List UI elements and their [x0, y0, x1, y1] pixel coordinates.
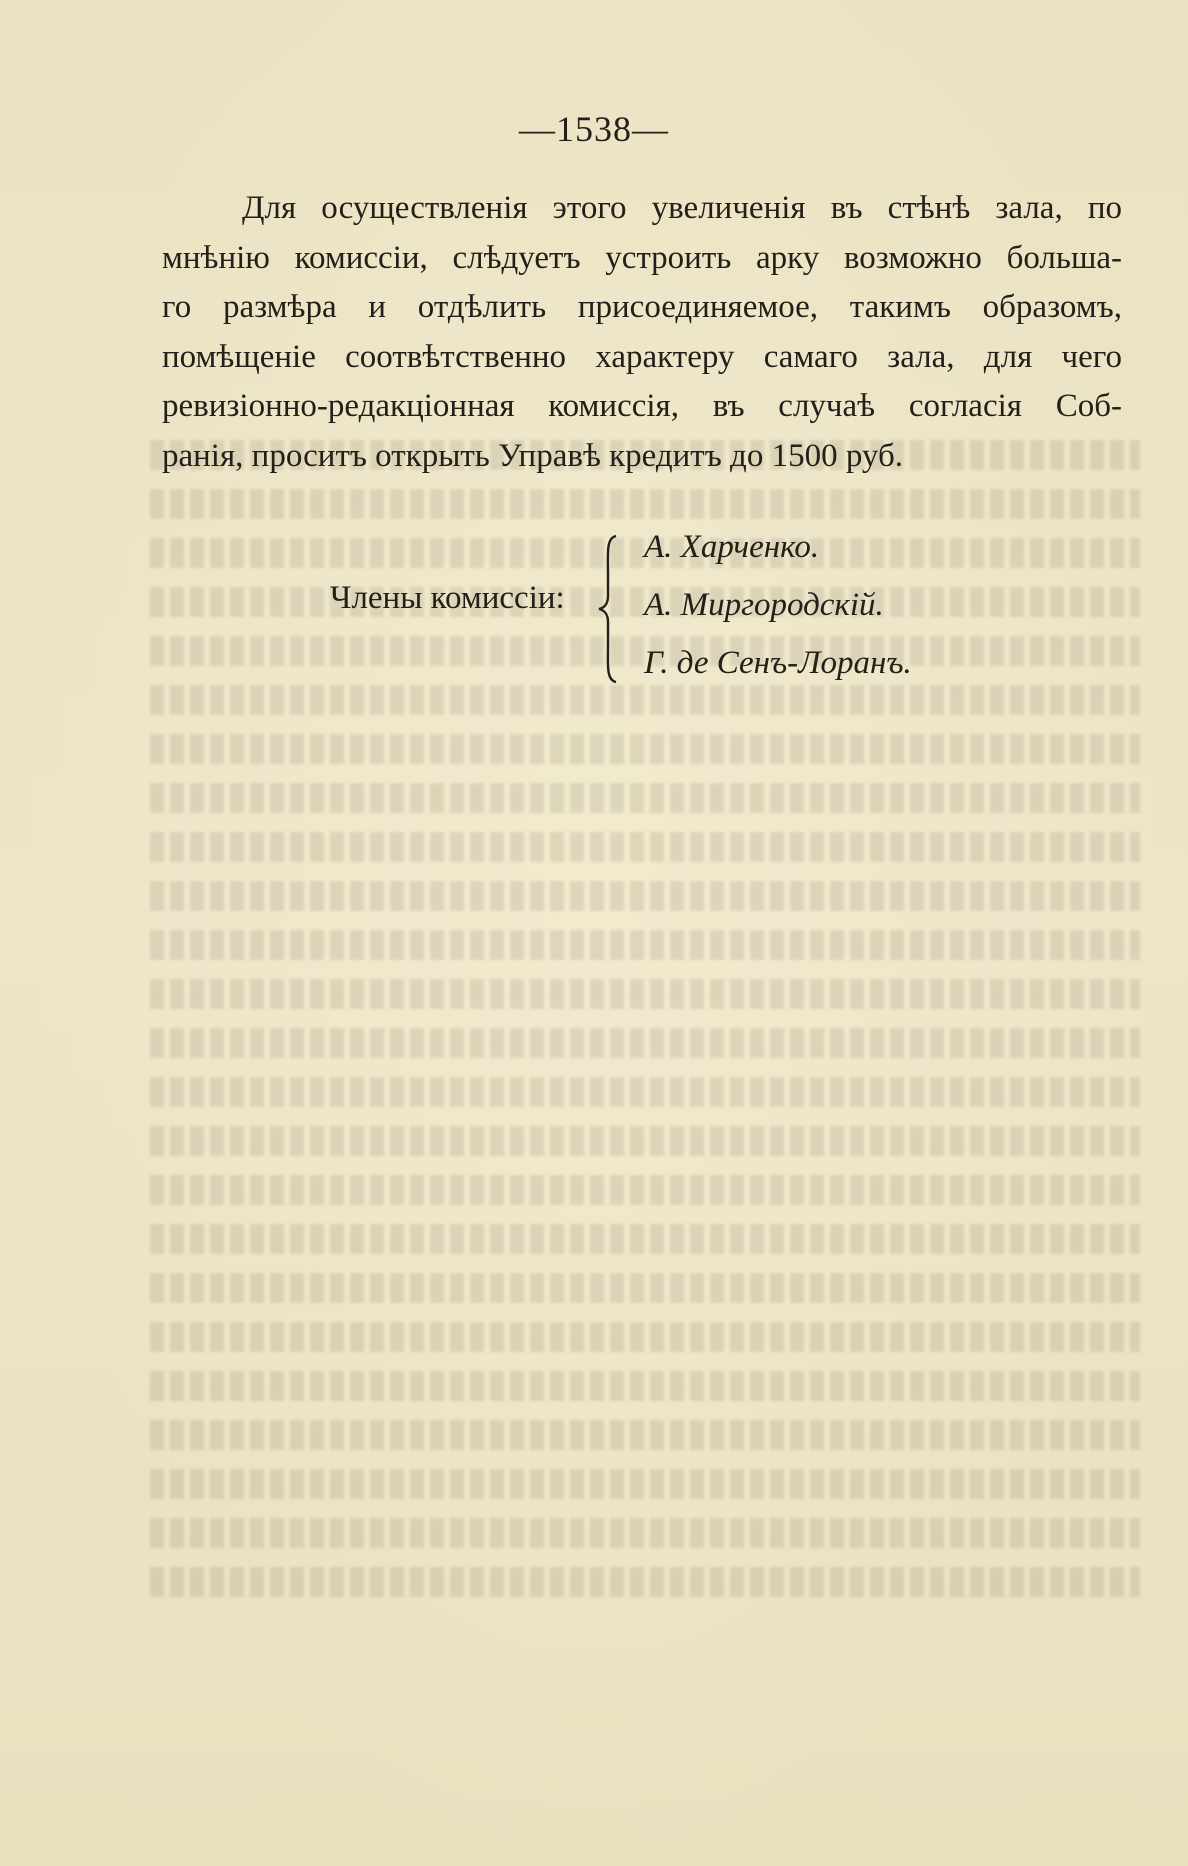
signature-name: А. Миргородскій.: [644, 587, 884, 623]
texture-line: [150, 832, 1140, 862]
signature-name: Г. де Сенъ-Лоранъ.: [644, 645, 912, 681]
texture-line: [150, 1322, 1140, 1352]
texture-line: [150, 1028, 1140, 1058]
texture-line: [150, 734, 1140, 764]
texture-line: [150, 1567, 1140, 1597]
curly-brace-icon: [596, 534, 622, 684]
texture-line: [150, 979, 1140, 1009]
texture-line: [150, 930, 1140, 960]
texture-line: [150, 1469, 1140, 1499]
texture-line: [150, 1273, 1140, 1303]
paragraph-line: помѣщеніе соотвѣтственно характеру самаго зала, для чего: [162, 338, 1122, 375]
texture-line: [150, 1224, 1140, 1254]
paragraph-line: Для осуществленія этого увеличенія въ стѣнѣ зала, по: [242, 190, 1122, 226]
signature-label: Члены комиссіи:: [330, 580, 565, 616]
texture-line: [150, 1175, 1140, 1205]
paragraph-line: ревизіонно-редакціонная комиссія, въ случаѣ согласія Соб-: [162, 388, 1122, 424]
paragraph-line: мнѣнію комиссіи, слѣдуетъ устроить арку возможно большa-: [162, 239, 1122, 276]
signature-name: А. Харченко.: [644, 529, 820, 565]
texture-line: [150, 1077, 1140, 1107]
texture-line: [150, 1518, 1140, 1548]
texture-line: [150, 1420, 1140, 1450]
signature-block: [0, 518, 1188, 698]
texture-line: [150, 1371, 1140, 1401]
texture-line: [150, 489, 1140, 519]
paragraph-line: го размѣра и отдѣлить присоединяемое, такимъ образомъ,: [162, 289, 1122, 325]
paragraph-line: ранія, проситъ открыть Управѣ кредитъ до 1500 руб.: [162, 437, 904, 474]
texture-line: [150, 881, 1140, 911]
body-paragraph: [162, 184, 1122, 481]
page-number: —1538—: [519, 109, 669, 149]
texture-line: [150, 783, 1140, 813]
texture-line: [150, 1126, 1140, 1156]
signature-names: [644, 518, 912, 692]
